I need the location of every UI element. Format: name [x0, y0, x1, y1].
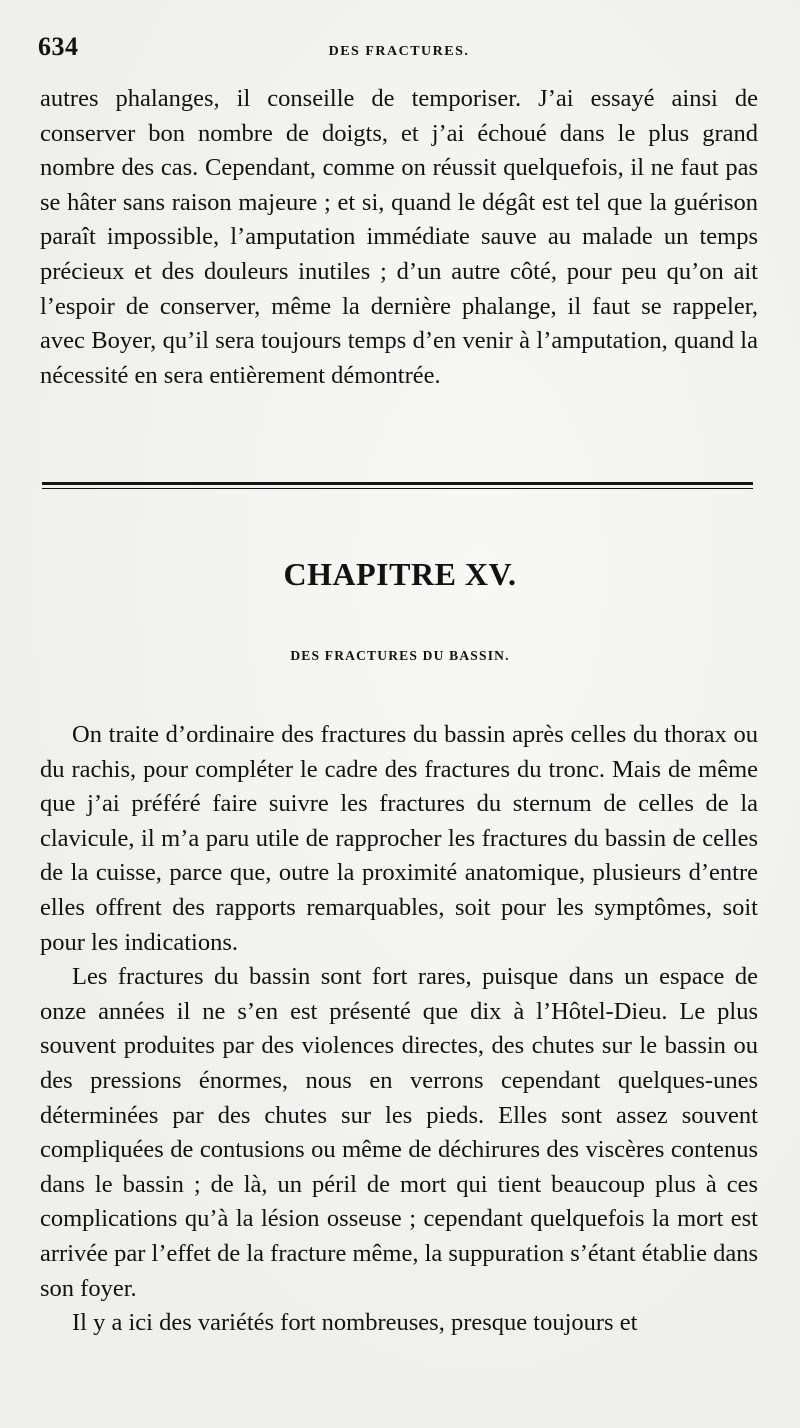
paragraph-continued: autres phalanges, il conseille de temporiser. J’ai essayé ainsi de conserver bon nombre de doigts, et j’ai échoué dans le plus grand nombre des cas. Cependant, comme on réussit quelquefois, il ne faut pas se hâter sans raison majeure ; et si, quand le dégât est tel que la guérison paraît impossible, l’amputation immédiate sauve au malade un temps précieux et des douleurs inutiles ; d’un autre côté, pour peu qu’on ait l’espoir de conserver, même la dernière phalange, il faut se rappeler, avec Boyer, qu’il sera toujours temps d’en venir à l’amputation, quand la nécessité en sera entièrement démontrée. — [40, 85, 758, 389]
running-title: DES FRACTURES. — [328, 44, 470, 59]
paragraph-1: On traite d’ordinaire des fractures du bassin après celles du thorax ou du rachis, pour compléter le cadre des fractures du tronc. Mais de même que j’ai préféré faire suivre les fractures du sternum de celles de la clavicule, il m’a paru utile de rapprocher les fractures du bassin de celles de la cuisse, parce que, outre la proximité anatomique, plusieurs d’entre elles offrent des rapports remarquables, soit pour les symptômes, soit pour les indications. — [40, 721, 758, 956]
divider-thin-rule — [42, 488, 753, 489]
paragraph-2: Les fractures du bassin sont fort rares, puisque dans un espace de onze années il ne s’en est présenté que dix à l’Hôtel-Dieu. Le plus souvent produites par des violences directes, des chutes sur le bassin ou des pressions énormes, nous en verrons cependant quelques-unes déterminées par des chutes sur les pieds. Elles sont assez souvent compliquées de contusions ou même de déchirures des viscères contenus dans le bassin ; de là, un péril de mort qui tient beaucoup plus à ces complications qu’à la lésion osseuse ; cependant quelquefois la mort est arrivée par l’effet de la fracture même, la suppuration s’étant établie dans son foyer. — [40, 963, 758, 1302]
paragraph-3: Il y a ici des variétés fort nombreuses, presque toujours et — [72, 1309, 638, 1337]
chapter-body — [40, 718, 758, 1341]
chapter-title: CHAPITRE XV. — [283, 556, 517, 592]
chapter-divider — [42, 482, 753, 490]
continued-text — [40, 82, 758, 393]
page-number: 634 — [38, 32, 79, 61]
divider-thick-rule — [42, 482, 753, 485]
running-head — [38, 32, 760, 66]
chapter-subtitle: DES FRACTURES DU BASSIN. — [290, 648, 510, 663]
